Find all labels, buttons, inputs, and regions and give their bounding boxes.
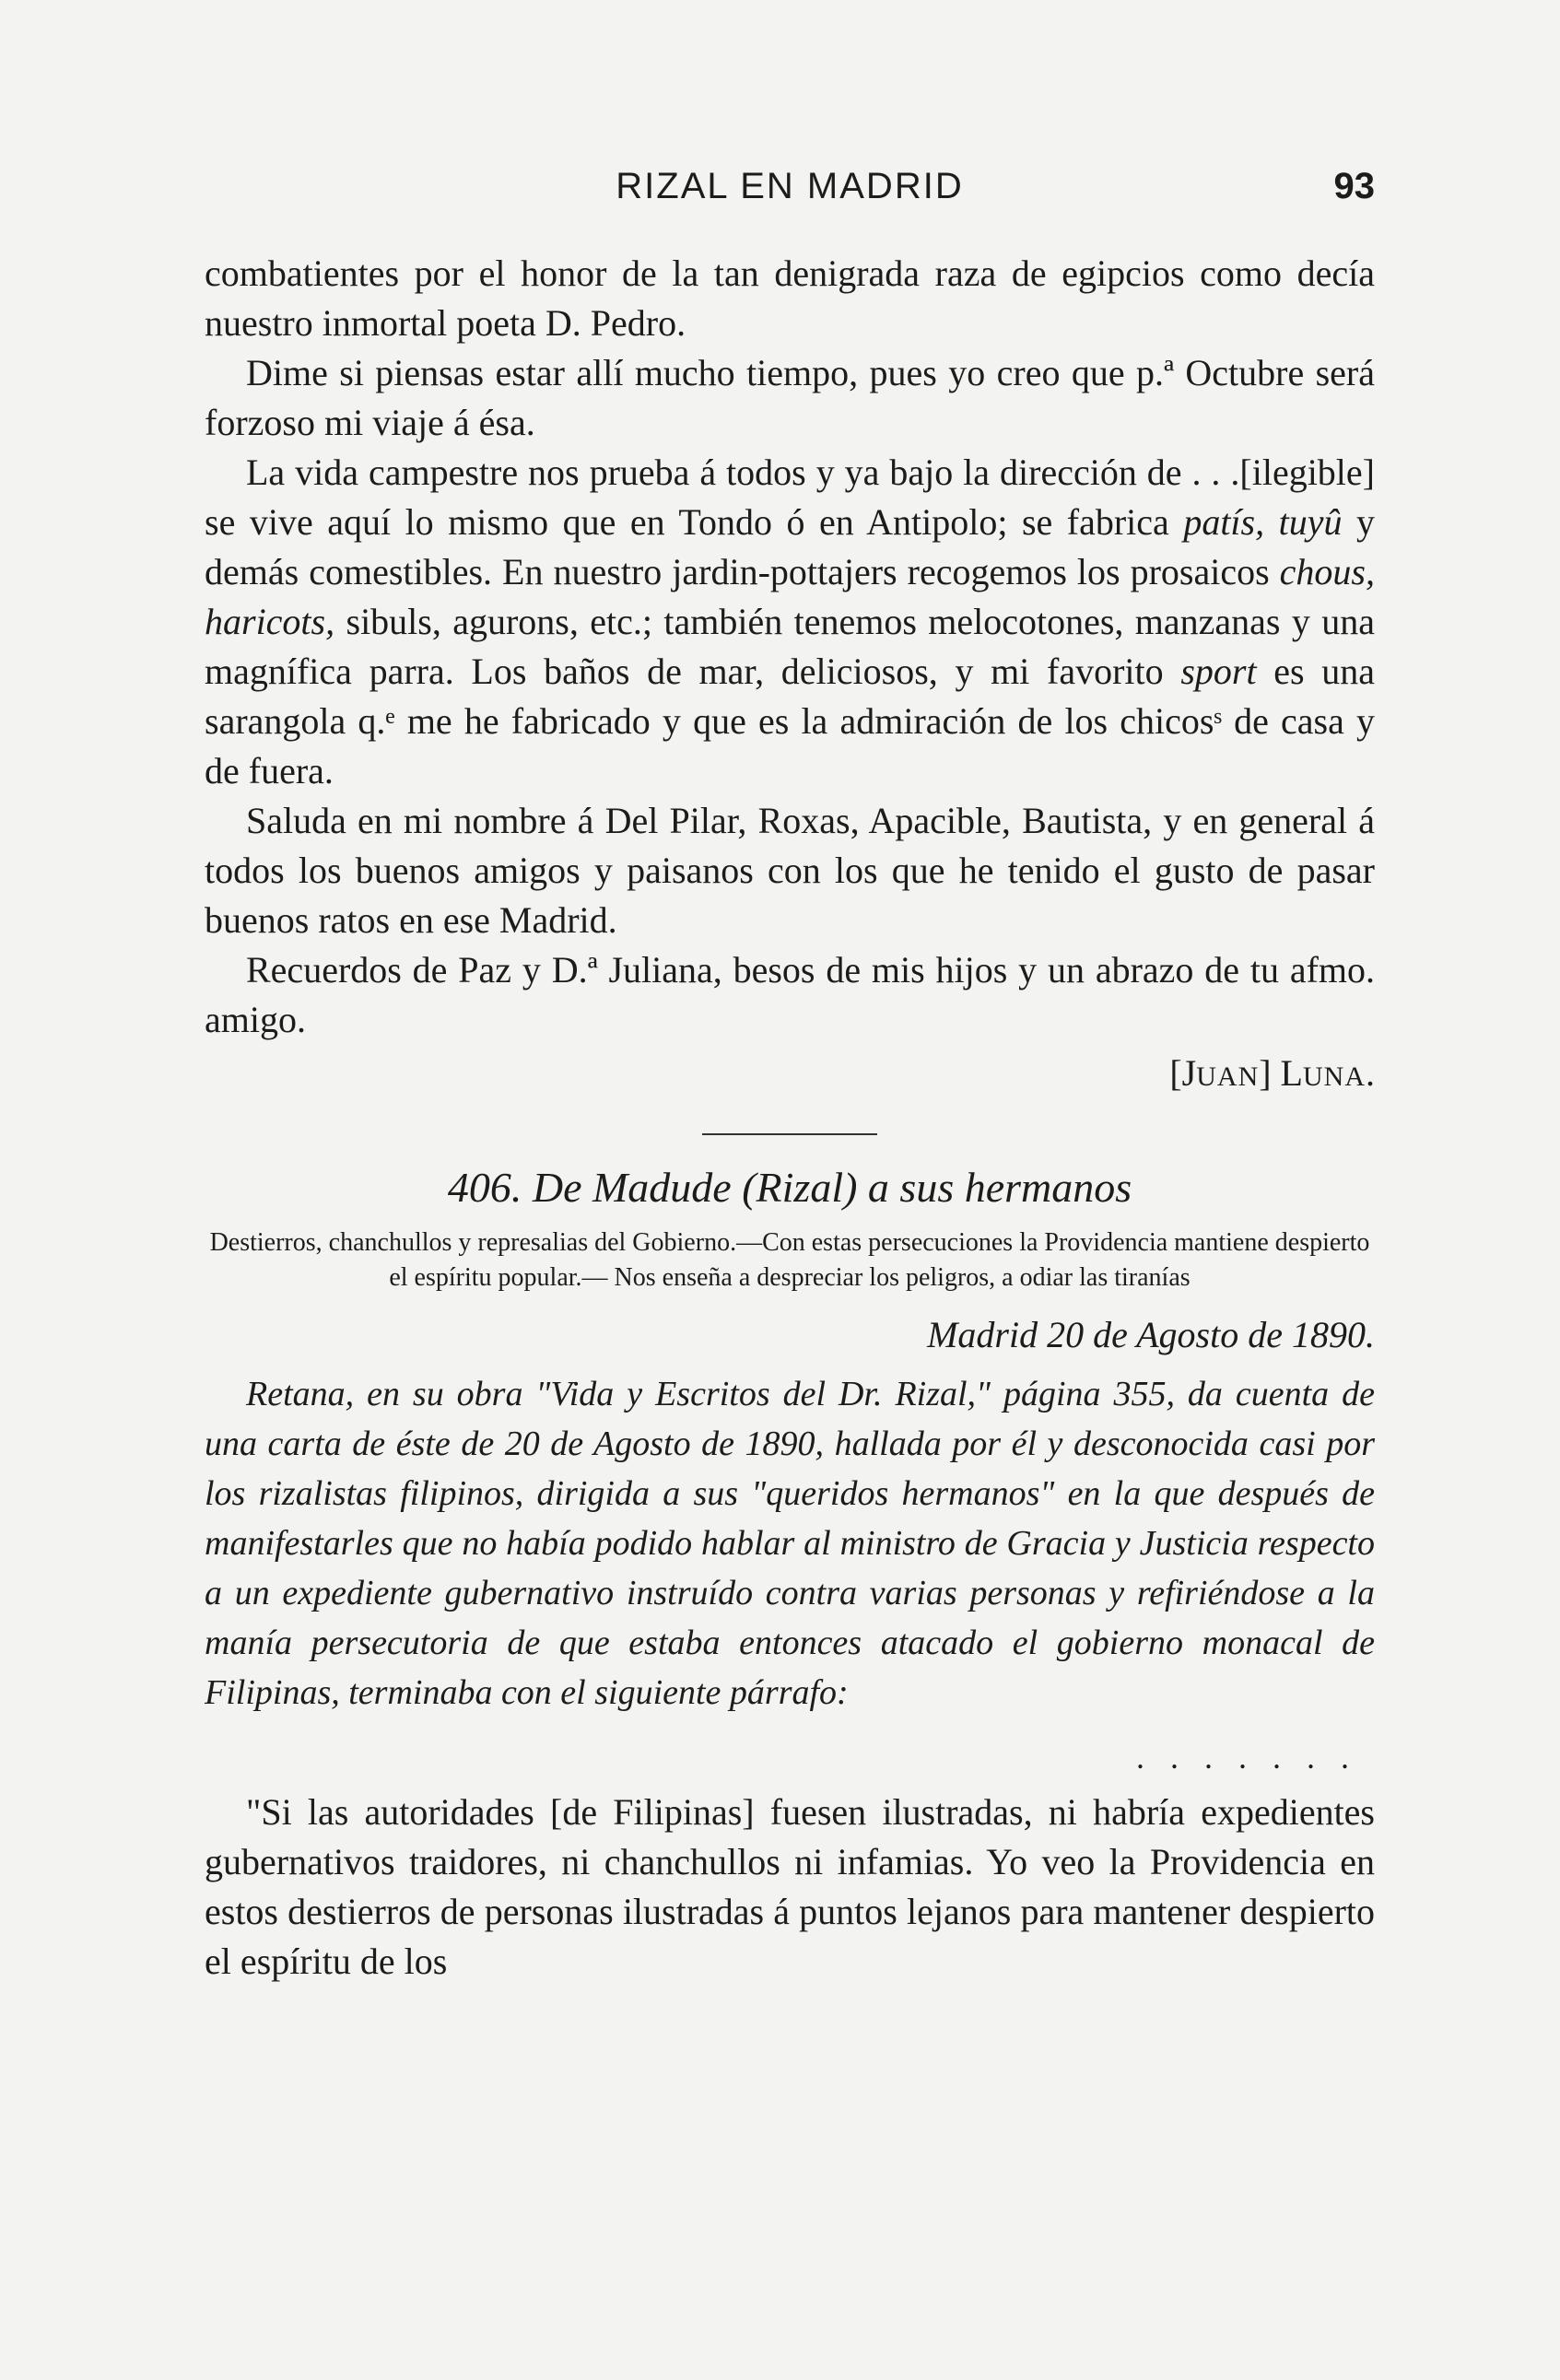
- italic-word: tuyû: [1278, 501, 1343, 543]
- text-run: y demás comestibles. En nuestro jardin-pottajers recogemos los prosaicos: [205, 501, 1376, 592]
- text-run: sibuls, agurons, etc.; también tenemos melocotones, manzanas y una magnífica parra. Los baños de mar, deliciosos, y mi favorito: [205, 601, 1375, 692]
- ellipsis-line: .......: [1136, 1739, 1375, 1776]
- section-divider: [702, 1133, 877, 1135]
- signature-smallcaps: UAN: [1196, 1061, 1260, 1092]
- paragraph: [205, 448, 1375, 796]
- signature-part: .: [1366, 1052, 1375, 1094]
- text-run: [1264, 501, 1279, 543]
- italic-word: sport: [1180, 651, 1257, 692]
- paragraph: "Si las autoridades [de Filipinas] fuesen ilustradas, ni habría expedientes gubernativos traidores, ni chanchullos ni infamias. Yo veo la Providencia en estos destierros de personas ilustradas á puntos lejanos para mantener despierto el espíritu de los: [205, 1791, 1375, 1982]
- page-number: 93: [1333, 166, 1375, 206]
- signature: [205, 1049, 1375, 1102]
- italic-word: chous,: [1279, 551, 1375, 592]
- quoted-passage: [205, 1788, 1375, 1987]
- paragraph: Dime si piensas estar allí mucho tiempo, pues yo creo que p.ª Octubre será forzoso mi viaje á ésa.: [205, 352, 1375, 443]
- signature-part: ] L: [1259, 1052, 1303, 1094]
- running-title: RIZAL EN MADRID: [616, 166, 964, 206]
- italic-word: patís,: [1183, 501, 1265, 543]
- place-date: Madrid 20 de Agosto de 1890.: [927, 1314, 1375, 1355]
- page-header: [205, 162, 1375, 217]
- text-run: es una sarangola q.ᵉ me he fabricado y que es la admiración de los chicosˢ de casa y de fuera.: [205, 651, 1376, 791]
- signature-part: [J: [1169, 1052, 1197, 1094]
- italic-word: haricots,: [205, 601, 335, 642]
- editorial-note: Retana, en su obra "Vida y Escritos del Dr. Rizal," página 355, da cuenta de una carta de éste de 20 de Agosto de 1890, hallada por él y desconocida casi por los rizalistas filipinos, dirigida a sus "queridos hermanos" en la que después de manifestarles que no había podido hablar al ministro de Gracia y Justicia respecto a un expediente gubernativo instruído contra varias personas y refiriéndose a la manía persecutoria de que estaba entonces atacado el gobierno monacal de Filipinas, terminaba con el siguiente párrafo:: [205, 1375, 1375, 1712]
- text-run: La vida campestre nos prueba á todos y ya bajo la dirección de . . .[ilegible] se vive aquí lo mismo que en Tondo ó en Antipolo; se fabrica: [205, 451, 1375, 543]
- letter-summary: Destierros, chanchullos y represalias del Gobierno.—Con estas persecuciones la Providencia mantiene despierto el espíritu popular.— Nos enseña a despreciar los peligros, a odiar las tiranías: [209, 1228, 1370, 1292]
- body-text: [205, 249, 1375, 1987]
- paragraph: Saluda en mi nombre á Del Pilar, Roxas, Apacible, Bautista, y en general á todos los buenos amigos y paisanos con los que he tenido el gusto de pasar buenos ratos en ese Madrid.: [205, 800, 1375, 941]
- letter-title: 406. De Madude (Rizal) a sus hermanos: [447, 1164, 1132, 1211]
- signature-smallcaps: UNA: [1303, 1061, 1366, 1092]
- paragraph: Recuerdos de Paz y D.ª Juliana, besos de mis hijos y un abrazo de tu afmo. amigo.: [205, 949, 1375, 1040]
- paragraph: combatientes por el honor de la tan denigrada raza de egipcios como decía nuestro inmortal poeta D. Pedro.: [205, 252, 1375, 344]
